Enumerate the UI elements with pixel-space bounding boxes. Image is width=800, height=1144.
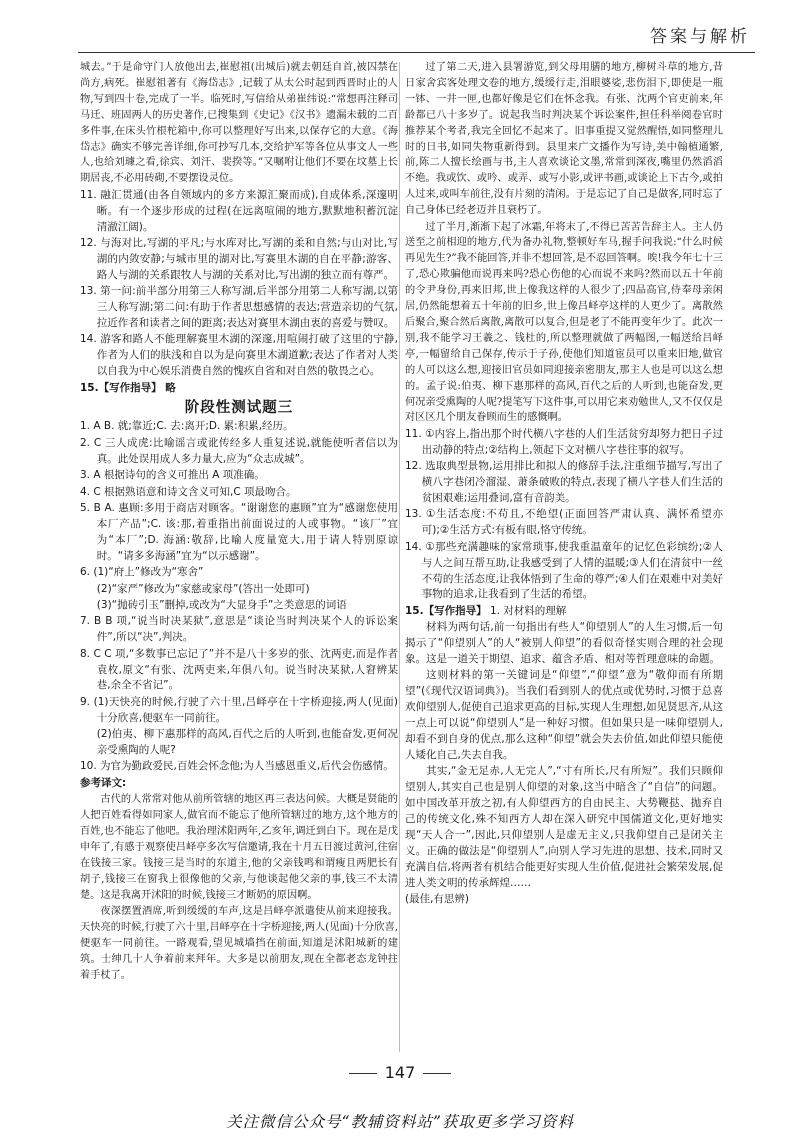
translation-paragraph: 过了半月,渐渐下起了冰霜,年将末了,不得已苦苦告辞主人。主人仍送至之前相迎的地方,代为备办礼物,整顿好车马,握手问我说:“什么时候再见先生?”我不能回答,并非不想回答,是不忍回答啊。唉!我今年七十三了,恐心欺骗他而说再来吗?恐心伤他的心而说不来吗?然而以五十年前的令尹身份,再来旧邦,世上像我这样的人很少了;四品高官,侍奉母亲闲居,仍然能想着五十年前的旧乡,世上像吕峄亭这样的人更少了。离散然后聚合,聚合然后离散,离散可以复合,但是老了不能再变年少了。此次一别,我不能学习王羲之、钱杜的,所以整理就做了两幅图,一幅送给吕峄亭,一幅留给自己保存,传示于子孙,使他们知道宦员可以重来旧地,做官的人可以这么想,迎接旧官员如同迎接亲密朋友,那主人也是可以这么想的。孟子说:伯夷、柳下惠那样的高风,百代之后的人听到,也能奋发,更何况亲受熏陶的人呢?提笔写下这件事,可以用它来劝勉世人,又不仅仅是对区区几个朋友眷顾而生的感慨啊。 [405,221,723,424]
writing-guide-heading [405,604,723,620]
page-number: 147 [384,1063,416,1082]
translation-paragraph: 过了第二天,进入县署游览,到父母用膳的地方,柳树斗草的地方,昔日家舍宾客处理文卷的地方,缓缓行走,泪眼婆娑,悲伤泪下,即使是一瓶一钵、一井一匣,也都好像是它们在怀念我。有张、沈两个官吏前来,年龄都已八十多岁了。说起我当时判决某个诉讼案件,担任科举阅卷官时推荐某个考者,我完全回忆不起来了。旧事重提又觉然醒悟,如同整理儿时的日书,如同失物重新得到。县里来广文播作为写诗,美中翰植通繁,前,陈二人擅长绘画与书,主人喜欢谈论文墨,常常到深夜,嘴里仍然滔滔不绝。我或饮、或吟、或弄、或写小影,或评书画,或谈论上下古今,或拍人过来,或叫车前往,没有片刻的清闲。于是忘记了自己是做客,同时忘了自己身体已经老迈并且衰朽了。 [405,62,723,217]
answer-item: 9. (1)天快亮的时候,行驶了六十里,吕峄亭在十字桥迎接,两人(见面)十分欣喜,便驱车一同前往。 [80,695,398,724]
answer-item: 12. 与海对比,写湖的平凡;与水库对比,写湖的柔和自然;与山对比,写湖的内敛安静;与城市里的湖对比,写赛里木湖的自在平静;游客、路人与湖的关系跟牧人与湖的关系对比,写出湖的独立而有尊严。 [80,236,398,281]
translation-paragraph: 城去。”于是命守门人放他出去,崔慰祖(出城后)就去朝廷自首,被囚禁在尚方,病死。崔慰祖著有《海岱志》,记载了从太公时起到西晋时止的人物,写到四十卷,完成了一半。临死时,写信给从弟崔纬说:“常想再注释司马迁、班固两人的历史著作,已搜集到《史记》《汉书》遗漏未载的二百多件事,在床头竹根柁箱中,你可以整理好写出来,以保存它的大意。《海岱志》确实不够完善详细,你可抄写几本,交给护军等各位从事文人一些人,也给刘璩之看,徐宾、刘汗、裴揆等。”又嘱咐让他们不要在坟墓上长期居丧,不必用砖砌,不要摆设灵位。 [80,62,398,185]
writing-guide-subheading: 1. 对材料的理解 [489,604,567,617]
answer-item: 6. (1)“府上”修改为“寒舍” [80,566,204,579]
answer-item: 11. ①内容上,指出那个时代横八字巷的人们生活贫穷却努力把日子过出动静的特点;②结构上,领起下文对横八字巷往事的叙写。 [405,427,723,456]
footer-dash-left [349,1073,377,1074]
footer-dash-right [423,1073,451,1074]
answer-item: 8. C C 项,“多数事已忘记了”并不是八十多岁的张、沈两吏,而是作者袁枚,原文“有张、沈两吏来,年俱八旬。说当时决某狱,人窘辨某巷,余全不省记”。 [80,647,398,692]
answer-subitem: (3)“抛砖引玉”删掉,或改为“大显身手”之类意思的词语 [96,598,347,611]
translation-paragraph: 古代的人常常对他从前所管辖的地区再三表达问候。大概是贤能的人把百姓看得如同家人,做官而不能忘了他所管辖过的地方,这个地方的百姓,也不能忘了他吧。我治理沭阳两年,乙亥年,调迁到白下。现在是戊申年了,有感于观察使吕峄亭多次写信邀请,我在十月五日渡过黄河,往宿在钱接三家。钱接三是当时的东道主,他的父亲钱鸣和谓瘦且两肥长有胡子,钱接三在窗我上很像他的父亲,与他谈起他父亲的事,钱三不太清楚。这是我离开沭阳的时候,钱接三才断奶的原因啊。 [80,794,398,901]
answer-item: 11. 融汇贯通(由各自领域内的多方来源汇聚而成),自成体系,深邃明晰。有一个逐步形成的过程(在远离喧闹的地方,默默地积蓄沉淀清澈江阔)。 [80,188,398,233]
header-rule [78,52,755,53]
answer-item: 7. B B 项,“说当时决某狱”,意思是“谈论当时判决某个人的诉讼案件”,所以“决”,判决。 [80,615,398,644]
answer-item: 12. 选取典型景物,运用排比和拟人的修辞手法,注重细节描写,写出了横八字巷闭冷溜湿、萧条破败的特点,表现了横八字巷人们生活的贫困艰难;运用叠词,富有音韵美。 [405,460,723,504]
answer-item: 13. ①生活态度:不苟且,不绝望(正面回答严肃认真、满怀希望亦可);②生活方式:有板有眼,恪守传统。 [405,508,723,537]
header-title: 答案与解析 [650,27,750,47]
answer-item: 5. B A. 惠顾:多用于商店对顾客。“谢谢您的惠顾”宜为“感谢您使用本厂产品”;C. 该:那,着重指出前面说过的人或事物。“该厂”宜为“本厂”;D. 海涵:敬辞,比喻人度量宽大,用于请人特别原谅时。“请多多海涵”宜为“以示感谢”。 [80,501,398,562]
answer-item: 14. ①那些充满趣味的家常琐事,使我重温童年的记忆色彩缤纷;②人与人之间互帮互助,让我感受到了人情的温暖;③人们在清贫中一丝不苟的生活态度,让我体悟到了生命的尊严;④人们在艰难中对美好事物的追求,让我看到了生活的希望。 [405,540,723,601]
essay-note: (最佳,有思辨) [405,893,470,906]
answer-item: 4. C 根据熟语意和诗文含义可知,C 项最吻合。 [80,485,297,498]
reference-translation-title: 参考译文: [80,776,127,789]
translation-paragraph: 夜深摆置酒席,听到缓缓的车声,这是吕峄亭派遣使从前来迎接我。天快亮的时候,行驶了六十里,吕峄亭在十字桥迎接,两人(见面)十分欣喜,便驱车一同前往。一路观看,望见城墙挡在前面,知道是沭阳城新的建筑。士绅几十人争着前来拜年。大多是以前朋友,现在全都老态龙钟拄着手杖了。 [80,906,398,981]
promo-line: 关注微信公众号“教辅资料站”获取更多学习资料 [226,1113,574,1131]
answer-item: 13. 第一问:前半部分用第三人称写湖,后半部分用第二人称写湖,以第三人称写湖;第二问:有助于作者思想感情的表达;营造亲切的气氛,拉近作者和读者之间的距离;表达对赛里木湖由衷的喜爱与赞叹。 [80,285,398,329]
answer-item: 14. 游客和路人不能理解赛里木湖的深邃,用喧闹打破了这里的宁静,作者为人们的肤浅和自以为是向赛里木湖道歉;表达了作者对人类以自我为中心娱乐消费自然的愧疚自省和对自然的敬畏之心。 [80,333,398,378]
page-footer [0,1063,800,1082]
answer-item: 2. C 三人成虎:比喻谣言或讹传经多人重复述说,就能使听者信以为真。此处误用成人多力量大,应为“众志成城”。 [80,436,398,465]
answer-item: 1. A B. 就;靠近;C. 去:离开;D. 累:积累,经历。 [80,420,294,433]
right-column [405,60,723,909]
section-title: 阶段性测试题三 [184,399,294,416]
essay-paragraph: 这则材料的第一关键词是“仰望”,“仰望”意为“敬仰而有所期望”(《现代汉语词典》)。当我们看到别人的优点或优势时,习惯于总喜欢仰望别人,促使自己追求更高的目标,实现人生理想,如见贤思齐,从这一点上可以说“仰望别人”是一种好习惯。但如果只是一味仰望别人,却看不到自身的优点,那么这种“仰望”就会失去价值,如此仰望只能使人矮化自己,失去自我。 [405,669,723,761]
column-divider [399,62,400,1052]
answer-item: 3. A 根据诗句的含义可推出 A 项准确。 [80,469,265,482]
left-column [80,60,398,984]
writing-guide-label: 15.【写作指导】 略 [80,381,176,394]
answer-subitem: (2)伯夷、柳下惠那样的高风,百代之后的人听到,也能奋发,更何况亲受熏陶的人呢? [96,728,398,757]
essay-paragraph: 材料为两句话,前一句指出有些人“仰望别人”的人生习惯,后一句揭示了“仰望别人”的人“被别人仰望”的看似奇怪实则合理的社会现象。这是一道关于期望、追求、蕴含矛盾、相对等哲理意味的命题。 [405,621,723,666]
writing-guide-label: 15.【写作指导】 [405,604,487,617]
answer-item: 10. 为官为勤政爱民,百姓会怀念他;为人当感恩重义,后代会伤感情。 [80,760,394,773]
answer-subitem: (2)“家严”修改为“家慈或家母”(答出一处即可) [96,582,310,595]
essay-paragraph: 其实,“金无足赤,人无完人”,“寸有所长,尺有所短”。我们只顾仰望别人,其实自己也是别人仰望的对象,这当中暗含了“自信”的问题。如中国改革开放之初,有人仰望西方的自由民主、大势鞭挞、抛弃自己的传统文化,殊不知西方人却在深入研究中国儒道文化,更好地实现“天人合一”,因此,只仰望别人是虚无主义,只我仰望自己是闭关主义。正确的做法是“仰望别人”,向别人学习先进的思想、技术,同时又充满自信,将两者有机结合能更好实现人生价值,促进社会繁荣发展,促进人类文明的传承辉煌…… [405,765,723,889]
